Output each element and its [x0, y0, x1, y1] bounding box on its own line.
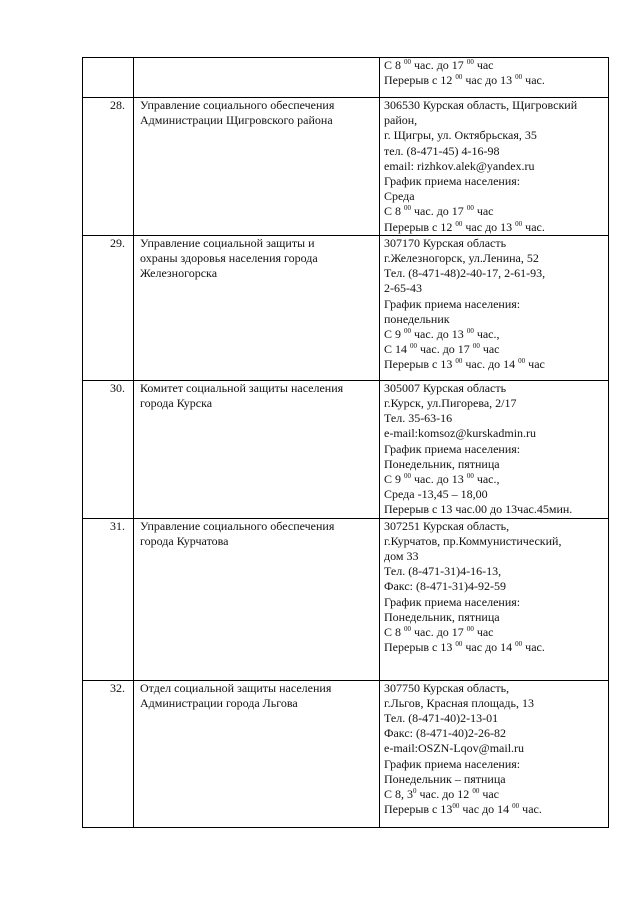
contact-info-line	[384, 236, 605, 251]
time-superscript: 00	[466, 58, 474, 66]
organization-name-line: Администрации города Льгова	[140, 695, 298, 710]
text-segment: 307750 Курская область,	[384, 680, 510, 695]
text-segment: час. до 12	[416, 787, 473, 802]
contact-info-line	[384, 487, 605, 502]
text-segment: час до 13	[462, 73, 516, 88]
text-segment: час.,	[473, 327, 500, 342]
contact-info-line	[384, 411, 605, 426]
text-segment: Тел. (8-471-31)4-16-13,	[384, 564, 502, 579]
text-segment: С 8	[384, 58, 405, 72]
contact-info-cell	[380, 518, 609, 680]
contact-info-cell	[380, 98, 609, 236]
time-superscript: 00	[466, 472, 474, 481]
contact-info-line	[384, 787, 605, 802]
text-segment: С 8	[384, 625, 405, 640]
text-segment: понедельник	[384, 311, 450, 326]
text-segment: час.,	[473, 472, 500, 487]
table-row	[83, 380, 609, 518]
text-segment: График приема населения:	[384, 594, 521, 609]
text-segment: С 14	[384, 342, 411, 357]
contact-info-line	[384, 220, 605, 235]
table-row	[83, 58, 609, 98]
text-segment: Факс: (8-471-31)4-92-59	[384, 579, 506, 594]
organization-name-cell	[134, 58, 380, 98]
text-segment: час.	[522, 640, 545, 655]
time-superscript: 00	[404, 204, 412, 213]
contact-info-cell	[380, 380, 609, 518]
contact-info-line	[384, 128, 605, 143]
text-segment: г.Льгов, Красная площадь, 13	[384, 695, 534, 710]
text-segment: час. до 17	[417, 342, 473, 357]
text-segment: 307170 Курская область	[384, 235, 507, 250]
text-segment: час	[479, 787, 499, 802]
contact-info-line	[384, 711, 605, 726]
time-superscript: 00	[472, 787, 480, 796]
text-segment: час.	[522, 73, 545, 88]
text-segment: район,	[384, 113, 418, 128]
contact-info-line	[384, 625, 605, 640]
contact-info-line	[384, 442, 605, 457]
contact-info-line	[384, 58, 605, 73]
text-segment: График приема населения:	[384, 756, 521, 771]
contact-info-line	[384, 281, 605, 296]
row-number: 31.	[83, 518, 134, 680]
text-segment: Тел. (8-471-40)2-13-01	[384, 711, 499, 726]
time-superscript: 00	[512, 802, 520, 811]
text-segment: График приема населения:	[384, 174, 521, 189]
time-superscript: 00	[515, 73, 523, 82]
contact-info-line	[384, 251, 605, 266]
text-segment: час. до 13	[411, 472, 467, 487]
contact-info-line	[384, 519, 605, 534]
contact-info-line	[384, 266, 605, 281]
table-row	[83, 235, 609, 380]
text-segment: Перерыв с 13 час.00 до 13час.45мин.	[384, 502, 573, 517]
organization-name-line: Управление социального обеспечения	[140, 98, 335, 112]
text-segment: С 8, 3	[384, 787, 414, 802]
text-segment: час.	[519, 802, 542, 817]
contact-info-line	[384, 741, 605, 756]
time-superscript: 00	[404, 472, 412, 481]
time-superscript: 00	[515, 219, 523, 228]
text-segment: час до 14	[459, 802, 513, 817]
contact-info-line	[384, 189, 605, 204]
contact-info-line	[384, 159, 605, 174]
text-segment: Факс: (8-471-40)2-26-82	[384, 726, 506, 741]
time-superscript: 00	[404, 58, 412, 66]
text-segment: Понедельник, пятница	[384, 609, 500, 624]
organization-name-cell	[134, 680, 380, 827]
contact-info-line	[384, 640, 605, 655]
text-segment: Перерыв с 13	[384, 357, 456, 372]
text-segment: Среда	[384, 189, 415, 204]
text-segment: С 8	[384, 204, 405, 219]
contact-info-line	[384, 113, 605, 128]
table-row	[83, 680, 609, 827]
contact-info-line	[384, 472, 605, 487]
text-segment: час. до 13	[411, 327, 467, 342]
contact-info-cell	[380, 58, 609, 98]
text-segment: час	[479, 342, 500, 357]
table-row	[83, 518, 609, 680]
text-segment: График приема населения:	[384, 441, 521, 456]
organization-name-cell	[134, 518, 380, 680]
organization-name-line: Железногорска	[140, 266, 218, 281]
text-segment: e-mail:OSZN-Lqov@mail.ru	[384, 741, 525, 756]
contact-info-line	[384, 342, 605, 357]
organization-name-line: города Курчатова	[140, 533, 229, 548]
text-segment: 2-65-43	[384, 281, 422, 296]
time-superscript: 00	[466, 625, 474, 634]
organization-name-line: Управление социального обеспечения	[140, 518, 335, 533]
time-superscript: 0	[413, 787, 417, 796]
contact-info-line	[384, 757, 605, 772]
contact-info-line	[384, 327, 605, 342]
contact-info-line	[384, 381, 605, 396]
text-segment: час до 14	[462, 640, 516, 655]
organization-name-cell	[134, 380, 380, 518]
contact-info-line	[384, 98, 605, 113]
text-segment: час	[473, 58, 494, 72]
contact-info-line	[384, 726, 605, 741]
organization-name-line: Комитет социальной защиты населения	[140, 380, 344, 395]
contact-info-line	[384, 696, 605, 711]
text-segment: 307251 Курская область,	[384, 518, 510, 533]
row-number: 32.	[83, 680, 134, 827]
row-number: 28.	[83, 98, 134, 236]
contact-info-line	[384, 595, 605, 610]
time-superscript: 00	[404, 625, 412, 634]
contact-info-line	[384, 772, 605, 787]
time-superscript: 00	[515, 640, 523, 649]
organization-name-line: Управление социальной защиты и	[140, 235, 315, 250]
time-superscript: 00	[455, 73, 463, 82]
text-segment: Перерыв с 12	[384, 219, 456, 234]
text-segment: email: rizhkov.alek@yandex.ru	[384, 158, 535, 173]
text-segment: Тел. (8-471-48)2-40-17, 2-61-93,	[384, 266, 546, 281]
contact-info-line	[384, 174, 605, 189]
contact-info-line	[384, 73, 605, 88]
text-segment: e-mail:komsoz@kurskadmin.ru	[384, 426, 537, 441]
text-segment: час.	[522, 219, 545, 234]
text-segment: час. до 17	[411, 625, 467, 640]
text-segment: час. до 17	[411, 204, 467, 219]
time-superscript: 00	[410, 342, 418, 351]
time-superscript: 00	[452, 802, 460, 811]
text-segment: г.Курск, ул.Пигорева, 2/17	[384, 396, 517, 411]
time-superscript: 00	[404, 327, 412, 336]
contact-info-line	[384, 502, 605, 517]
contact-info-line	[384, 144, 605, 159]
contact-info-line	[384, 357, 605, 372]
text-segment: дом 33	[384, 549, 419, 564]
table-row	[83, 98, 609, 236]
contact-info-line	[384, 297, 605, 312]
text-segment: г.Курчатов, пр.Коммунистический,	[384, 533, 562, 548]
text-segment: 305007 Курская область	[384, 380, 507, 395]
organization-name-line: Администрации Щигровского района	[140, 113, 333, 128]
contact-info-line	[384, 579, 605, 594]
text-segment: час	[525, 357, 545, 372]
time-superscript: 00	[466, 327, 474, 336]
time-superscript: 00	[472, 342, 480, 351]
text-segment: Среда -13,45 – 18,00	[384, 487, 488, 502]
time-superscript: 00	[455, 357, 463, 366]
contact-info-cell	[380, 235, 609, 380]
text-segment: Перерыв с 12	[384, 73, 456, 88]
contact-info-line	[384, 802, 605, 817]
contact-info-cell	[380, 680, 609, 827]
organization-name-line: города Курска	[140, 396, 213, 411]
text-segment: час. до 14	[462, 357, 519, 372]
contact-info-line	[384, 396, 605, 411]
contact-info-line	[384, 610, 605, 625]
organization-name-cell	[134, 98, 380, 236]
text-segment: г. Щигры, ул. Октябрьская, 35	[384, 128, 537, 143]
row-number	[83, 58, 134, 98]
text-segment: График приема населения:	[384, 296, 521, 311]
text-segment: Понедельник – пятница	[384, 771, 506, 786]
contact-info-line	[384, 564, 605, 579]
text-segment: час. до 17	[411, 58, 467, 72]
row-number: 29.	[83, 235, 134, 380]
text-segment: 306530 Курская область, Щигровский	[384, 98, 578, 112]
text-segment: Тел. 35-63-16	[384, 411, 453, 426]
contact-info-line	[384, 457, 605, 472]
contact-info-line	[384, 549, 605, 564]
text-segment: час	[473, 204, 494, 219]
text-segment: тел. (8-471-45) 4-16-98	[384, 143, 500, 158]
table-body	[83, 58, 609, 828]
organization-name-cell	[134, 235, 380, 380]
text-segment: час до 13	[462, 219, 516, 234]
organization-name-line: охраны здоровья населения города	[140, 251, 318, 266]
text-segment: г.Железногорск, ул.Ленина, 52	[384, 251, 539, 266]
text-segment: С 9	[384, 327, 405, 342]
text-segment: час	[473, 625, 494, 640]
contact-info-line	[384, 681, 605, 696]
contact-info-line	[384, 534, 605, 549]
contact-info-line	[384, 312, 605, 327]
social-services-table	[82, 57, 609, 828]
time-superscript: 00	[466, 204, 474, 213]
time-superscript: 00	[455, 640, 463, 649]
text-segment: Понедельник, пятница	[384, 456, 500, 471]
time-superscript: 00	[455, 219, 463, 228]
organization-name-line: Отдел социальной защиты населения	[140, 680, 332, 695]
text-segment: Перерыв с 13	[384, 802, 453, 817]
text-segment: Перерыв с 13	[384, 640, 456, 655]
time-superscript: 00	[518, 357, 526, 366]
contact-info-line	[384, 204, 605, 219]
contact-info-line	[384, 426, 605, 441]
text-segment: С 9	[384, 472, 405, 487]
row-number: 30.	[83, 380, 134, 518]
